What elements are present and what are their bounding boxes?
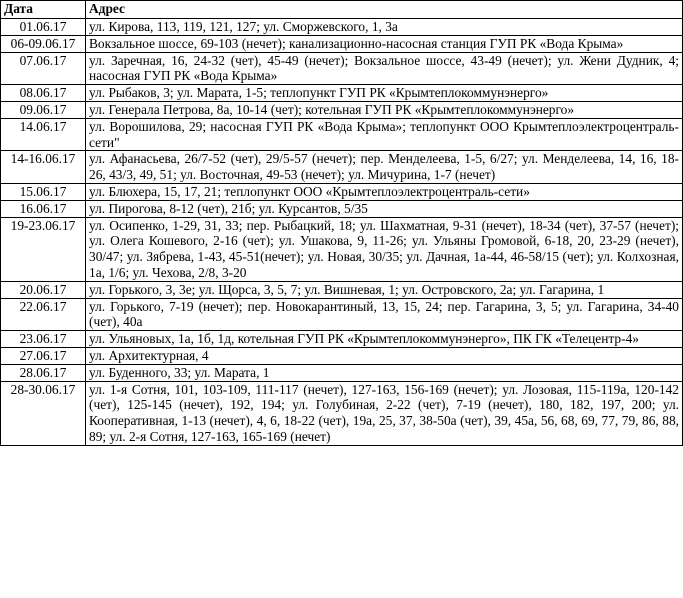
table-row [1, 364, 683, 381]
table-row [1, 298, 683, 331]
date-cell: 01.06.17 [1, 19, 86, 36]
table-row [1, 217, 683, 281]
date-cell: 22.06.17 [1, 298, 86, 331]
address-cell: ул. Генерала Петрова, 8а, 10-14 (чет); котельная ГУП РК «Крымтеплокоммунэнерго» [86, 101, 683, 118]
table-row [1, 381, 683, 445]
date-cell: 20.06.17 [1, 281, 86, 298]
table-row [1, 331, 683, 348]
address-cell: ул. Архитектурная, 4 [86, 347, 683, 364]
date-cell: 28-30.06.17 [1, 381, 86, 445]
address-column-header: Адрес [86, 1, 683, 19]
date-cell: 15.06.17 [1, 183, 86, 200]
date-cell: 19-23.06.17 [1, 217, 86, 281]
date-cell: 16.06.17 [1, 200, 86, 217]
address-cell: ул. Горького, 7-19 (нечет); пер. Новокарантиный, 13, 15, 24; пер. Гагарина, 3, 5; ул. Гагарина, 34-40 (чет), 40а [86, 298, 683, 331]
address-cell: ул. Пирогова, 8-12 (чет), 21б; ул. Курсантов, 5/35 [86, 200, 683, 217]
address-cell: ул. Ульяновых, 1а, 1б, 1д, котельная ГУП РК «Крымтеплокоммунэнерго», ПК ГК «Телецентр-4» [86, 331, 683, 348]
table-body [1, 19, 683, 446]
date-cell: 14.06.17 [1, 118, 86, 151]
table-row [1, 101, 683, 118]
address-cell: Вокзальное шоссе, 69-103 (нечет); канализационно-насосная станция ГУП РК «Вода Крыма» [86, 35, 683, 52]
address-cell: ул. Кирова, 113, 119, 121, 127; ул. Сморжевского, 1, 3а [86, 19, 683, 36]
date-cell: 27.06.17 [1, 347, 86, 364]
date-cell: 09.06.17 [1, 101, 86, 118]
address-cell: ул. Заречная, 16, 24-32 (чет), 45-49 (нечет); Вокзальное шоссе, 43-49 (нечет); ул. Жени Дудник, 4; насосная ГУП РК «Вода Крыма» [86, 52, 683, 85]
table-row [1, 19, 683, 36]
table-header-row [1, 1, 683, 19]
address-cell: ул. Осипенко, 1-29, 31, 33; пер. Рыбацкий, 18; ул. Шахматная, 9-31 (нечет), 18-34 (чет), 37-57 (нечет); ул. Олега Кошевого, 2-16 (чет); ул. Ушакова, 9, 11-26; ул. Ульяны Громовой, 6-18, 20, 23-29 (нечет), 30/47; ул. Зябрева, 1-43, 45-51(нечет); ул. Новая, 30/35; ул. Дачная, 1а-44, 46-58/15 (чет); ул. Колхозная, 1а, 1/6; ул. Чехова, 2/8, 3-20 [86, 217, 683, 281]
date-cell: 14-16.06.17 [1, 151, 86, 184]
date-cell: 07.06.17 [1, 52, 86, 85]
address-cell: ул. 1-я Сотня, 101, 103-109, 111-117 (нечет), 127-163, 156-169 (нечет); ул. Лозовая, 115-119а, 120-142 (чет), 125-145 (нечет), 192, 194; ул. Голубиная, 2-22 (чет), 7-19 (нечет), 180, 182, 197, 200; ул. Кооперативная, 1-13 (нечет), 4, 6, 18-22 (чет), 19а, 25, 37, 38-50а (чет), 39, 45а, 56, 68, 69, 77, 79, 86, 88, 89; ул. 2-я Сотня, 127-163, 165-169 (нечет) [86, 381, 683, 445]
table-row [1, 183, 683, 200]
date-cell: 23.06.17 [1, 331, 86, 348]
address-cell: ул. Буденного, 33; ул. Марата, 1 [86, 364, 683, 381]
date-column-header: Дата [1, 1, 86, 19]
address-cell: ул. Афанасьева, 26/7-52 (чет), 29/5-57 (нечет); пер. Менделеева, 1-5, 6/27; ул. Менделеева, 14, 16, 18-26, 43/3, 49, 51; ул. Восточная, 49-53 (нечет); ул. Мичурина, 1-7 (нечет) [86, 151, 683, 184]
table-row [1, 200, 683, 217]
date-cell: 08.06.17 [1, 85, 86, 102]
date-cell: 28.06.17 [1, 364, 86, 381]
address-cell: ул. Рыбаков, 3; ул. Марата, 1-5; теплопункт ГУП РК «Крымтеплокоммунэнерго» [86, 85, 683, 102]
table-row [1, 151, 683, 184]
address-cell: ул. Горького, 3, 3е; ул. Щорса, 3, 5, 7; ул. Вишневая, 1; ул. Островского, 2а; ул. Гагарина, 1 [86, 281, 683, 298]
table-row [1, 118, 683, 151]
address-cell: ул. Ворошилова, 29; насосная ГУП РК «Вода Крыма»; теплопункт ООО Крымтеплоэлектроцентраль-сети" [86, 118, 683, 151]
date-cell: 06-09.06.17 [1, 35, 86, 52]
table-row [1, 281, 683, 298]
table-row [1, 52, 683, 85]
table-row [1, 85, 683, 102]
table-row [1, 347, 683, 364]
table-row [1, 35, 683, 52]
address-cell: ул. Блюхера, 15, 17, 21; теплопункт ООО «Крымтеплоэлектроцентраль-сети» [86, 183, 683, 200]
